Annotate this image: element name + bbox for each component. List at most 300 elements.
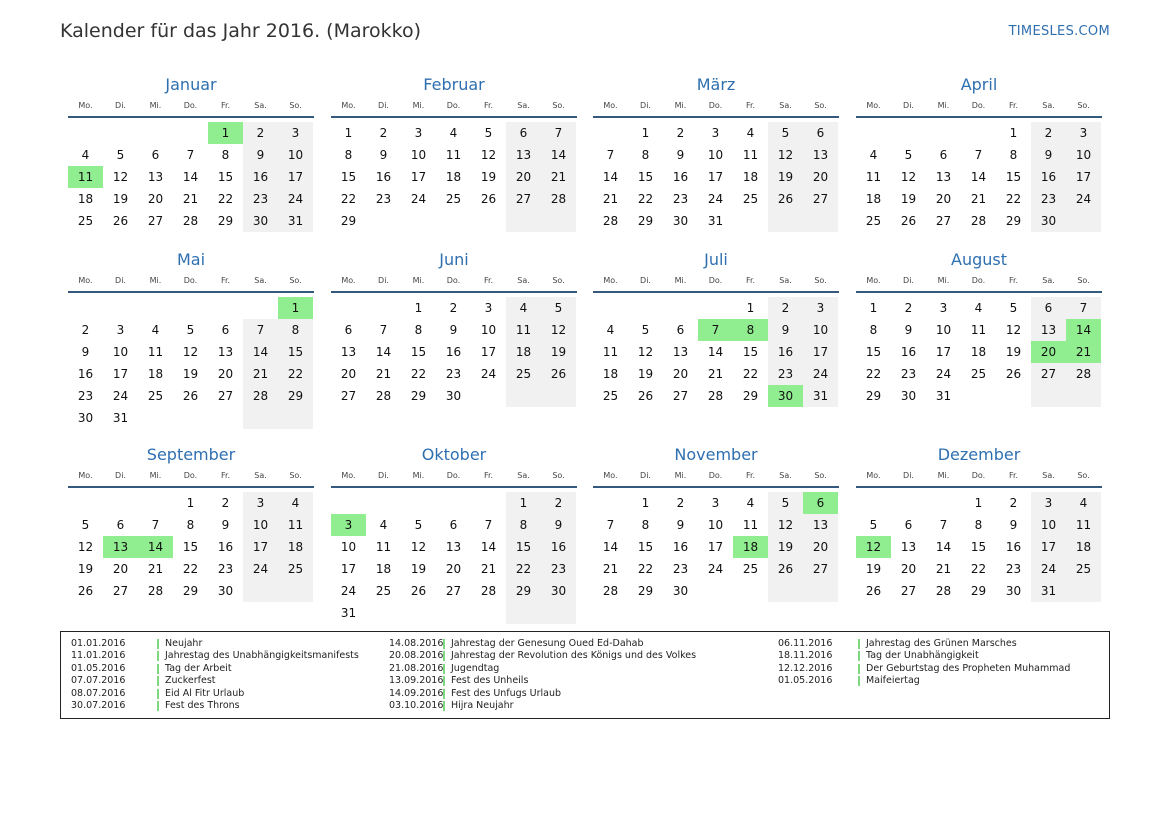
day-grid — [856, 122, 1102, 232]
holiday-day-cell: 30 — [768, 385, 803, 407]
empty-cell — [138, 492, 173, 514]
day-cell: 15 — [637, 170, 654, 184]
day-cell: 2 — [541, 492, 576, 514]
day-cell: 9 — [541, 514, 576, 536]
weekday-label: So. — [814, 101, 827, 110]
day-cell: 27 — [672, 389, 689, 403]
weekday-label: Di. — [378, 471, 389, 480]
empty-cell — [506, 385, 541, 407]
holiday-name: Fest des Throns — [165, 699, 240, 711]
legend-marker — [443, 664, 445, 674]
day-cell: 8 — [186, 518, 195, 532]
day-cell: 12 — [768, 144, 803, 166]
weekday-label: Mi. — [149, 276, 162, 285]
day-cell: 14 — [707, 345, 724, 359]
legend-column — [389, 638, 696, 712]
day-cell: 11 — [375, 540, 392, 554]
day-cell: 21 — [541, 166, 576, 188]
holiday-day-cell: 6 — [803, 492, 838, 514]
day-cell: 30 — [1031, 210, 1066, 232]
empty-cell — [436, 210, 471, 232]
day-cell: 25 — [147, 389, 164, 403]
day-cell: 23 — [672, 192, 689, 206]
day-cell: 22 — [410, 367, 427, 381]
holiday-name: Jahrestag des Unabhängigkeitsmanifests — [165, 650, 359, 662]
holiday-day-cell: 3 — [331, 514, 366, 536]
day-cell: 9 — [449, 323, 458, 337]
day-cell: 4 — [151, 323, 160, 337]
weekday-header — [593, 465, 839, 488]
day-cell: 20 — [217, 367, 234, 381]
holiday-day-cell: 11 — [68, 166, 103, 188]
day-cell: 29 — [637, 214, 654, 228]
holiday-day-cell: 20 — [1031, 341, 1066, 363]
day-cell: 7 — [243, 319, 278, 341]
legend-row — [71, 688, 359, 700]
month-februar — [331, 75, 577, 232]
day-grid — [593, 122, 839, 232]
day-cell: 11 — [742, 148, 759, 162]
empty-cell — [1066, 210, 1101, 232]
day-cell: 24 — [707, 562, 724, 576]
day-cell: 18 — [1066, 536, 1101, 558]
empty-cell — [733, 210, 768, 232]
day-cell: 20 — [506, 166, 541, 188]
day-cell: 26 — [1005, 367, 1022, 381]
day-cell: 13 — [900, 540, 917, 554]
day-cell: 10 — [1031, 514, 1066, 536]
day-cell: 4 — [746, 496, 755, 510]
empty-cell — [366, 297, 401, 319]
weekday-label: Mi. — [412, 101, 425, 110]
day-cell: 3 — [484, 301, 493, 315]
weekday-label: So. — [552, 101, 565, 110]
day-cell: 11 — [970, 323, 987, 337]
weekday-label: Mo. — [341, 276, 356, 285]
day-cell: 22 — [865, 367, 882, 381]
weekday-label: Di. — [640, 471, 651, 480]
day-cell: 1 — [186, 496, 195, 510]
day-cell: 11 — [147, 345, 164, 359]
day-cell: 23 — [541, 558, 576, 580]
legend-marker — [858, 664, 860, 674]
legend-row — [389, 675, 696, 687]
day-cell: 26 — [900, 214, 917, 228]
legend-column — [778, 638, 1070, 688]
day-cell: 24 — [1066, 188, 1101, 210]
day-cell: 16 — [243, 166, 278, 188]
empty-cell — [366, 602, 401, 624]
month-title: Januar — [165, 75, 217, 94]
day-cell: 22 — [637, 192, 654, 206]
day-cell: 18 — [278, 536, 313, 558]
holiday-date: 12.12.2016 — [778, 662, 833, 674]
day-cell: 13 — [506, 144, 541, 166]
weekday-label: Sa. — [254, 471, 267, 480]
day-cell: 19 — [637, 367, 654, 381]
legend-marker — [443, 676, 445, 686]
day-cell: 5 — [641, 323, 650, 337]
empty-cell — [961, 122, 996, 144]
day-cell: 20 — [147, 192, 164, 206]
day-cell: 24 — [803, 363, 838, 385]
weekday-label: Di. — [903, 276, 914, 285]
day-cell: 18 — [742, 170, 759, 184]
day-cell: 15 — [970, 540, 987, 554]
weekday-label: Do. — [446, 471, 461, 480]
holiday-name: Tag der Arbeit — [165, 662, 232, 674]
day-cell: 31 — [112, 411, 129, 425]
weekday-label: So. — [814, 276, 827, 285]
day-cell: 9 — [768, 319, 803, 341]
empty-cell — [541, 602, 576, 624]
day-cell: 29 — [865, 389, 882, 403]
day-cell: 5 — [541, 297, 576, 319]
day-cell: 27 — [340, 389, 357, 403]
day-cell: 10 — [935, 323, 952, 337]
legend-row — [778, 638, 1070, 650]
weekday-label: Do. — [183, 101, 198, 110]
weekday-header — [68, 270, 314, 293]
day-cell: 17 — [707, 170, 724, 184]
day-cell: 18 — [506, 341, 541, 363]
month-title: Mai — [176, 250, 206, 269]
day-cell: 29 — [970, 584, 987, 598]
holiday-name: Fest des Unfugs Urlaub — [451, 687, 562, 699]
day-cell: 27 — [445, 584, 462, 598]
day-cell: 23 — [900, 367, 917, 381]
day-cell: 17 — [243, 536, 278, 558]
day-cell: 11 — [278, 514, 313, 536]
day-cell: 28 — [182, 214, 199, 228]
day-cell: 21 — [480, 562, 497, 576]
day-cell: 3 — [711, 126, 720, 140]
day-cell: 6 — [1031, 297, 1066, 319]
holiday-day-cell: 14 — [1066, 319, 1101, 341]
day-cell: 23 — [243, 188, 278, 210]
weekday-label: Do. — [708, 276, 723, 285]
day-cell: 27 — [112, 584, 129, 598]
weekday-label: Mi. — [412, 276, 425, 285]
day-cell: 15 — [637, 540, 654, 554]
day-cell: 4 — [449, 126, 458, 140]
day-grid — [331, 492, 577, 624]
day-cell: 4 — [1066, 492, 1101, 514]
weekday-label: Mo. — [603, 101, 618, 110]
day-cell: 23 — [672, 562, 689, 576]
weekday-label: Di. — [640, 101, 651, 110]
weekday-label: Fr. — [1008, 471, 1019, 480]
holiday-date: 21.08.2016 — [389, 662, 444, 674]
day-cell: 27 — [506, 188, 541, 210]
day-cell: 19 — [410, 562, 427, 576]
empty-cell — [208, 407, 243, 429]
weekday-label: So. — [552, 276, 565, 285]
day-cell: 29 — [217, 214, 234, 228]
empty-cell — [401, 492, 436, 514]
day-cell: 8 — [414, 323, 423, 337]
day-cell: 21 — [970, 192, 987, 206]
holiday-date: 08.07.2016 — [71, 687, 126, 699]
holiday-name: Eid Al Fitr Urlaub — [165, 687, 245, 699]
day-cell: 9 — [904, 323, 913, 337]
month-title: März — [696, 75, 736, 94]
day-cell: 3 — [278, 122, 313, 144]
day-cell: 5 — [414, 518, 423, 532]
weekday-label: Di. — [115, 276, 126, 285]
day-cell: 17 — [803, 341, 838, 363]
weekday-label: Mi. — [937, 471, 950, 480]
day-cell: 31 — [803, 385, 838, 407]
day-cell: 23 — [1031, 188, 1066, 210]
day-cell: 25 — [865, 214, 882, 228]
day-cell: 25 — [1066, 558, 1101, 580]
day-cell: 12 — [480, 148, 497, 162]
day-cell: 7 — [974, 148, 983, 162]
day-cell: 24 — [935, 367, 952, 381]
day-cell: 30 — [541, 580, 576, 602]
weekday-label: Mo. — [78, 471, 93, 480]
day-cell: 6 — [116, 518, 125, 532]
legend-marker — [157, 689, 159, 699]
day-cell: 28 — [707, 389, 724, 403]
holiday-date: 01.01.2016 — [71, 638, 126, 649]
weekday-label: Di. — [115, 471, 126, 480]
legend-marker — [443, 651, 445, 661]
day-cell: 12 — [77, 540, 94, 554]
legend-row — [71, 638, 359, 650]
day-cell: 5 — [768, 492, 803, 514]
day-cell: 10 — [243, 514, 278, 536]
day-cell: 30 — [77, 411, 94, 425]
day-cell: 5 — [484, 126, 493, 140]
day-cell: 30 — [1005, 584, 1022, 598]
day-cell: 11 — [445, 148, 462, 162]
weekday-label: Do. — [183, 471, 198, 480]
holiday-date: 13.09.2016 — [389, 675, 444, 687]
day-cell: 23 — [445, 367, 462, 381]
day-cell: 30 — [243, 210, 278, 232]
holiday-name: Zuckerfest — [165, 675, 216, 687]
legend-row — [71, 663, 359, 675]
empty-cell — [803, 580, 838, 602]
day-cell: 18 — [147, 367, 164, 381]
empty-cell — [208, 297, 243, 319]
holiday-date: 30.07.2016 — [71, 699, 126, 711]
weekday-label: Di. — [378, 276, 389, 285]
legend-marker — [157, 701, 159, 711]
weekday-label: Di. — [903, 101, 914, 110]
day-cell: 9 — [221, 518, 230, 532]
day-cell: 16 — [375, 170, 392, 184]
day-cell: 14 — [541, 144, 576, 166]
empty-cell — [138, 122, 173, 144]
day-cell: 16 — [445, 345, 462, 359]
day-cell: 6 — [506, 122, 541, 144]
day-cell: 21 — [602, 192, 619, 206]
legend-row — [71, 650, 359, 662]
day-cell: 3 — [939, 301, 948, 315]
month-oktober — [331, 445, 577, 624]
day-cell: 6 — [221, 323, 230, 337]
day-cell: 26 — [480, 192, 497, 206]
empty-cell — [471, 602, 506, 624]
empty-cell — [173, 407, 208, 429]
day-cell: 22 — [182, 562, 199, 576]
day-cell: 7 — [186, 148, 195, 162]
day-cell: 10 — [340, 540, 357, 554]
day-cell: 7 — [541, 122, 576, 144]
day-cell: 2 — [1009, 496, 1018, 510]
day-cell: 20 — [803, 166, 838, 188]
holiday-date: 06.11.2016 — [778, 638, 833, 649]
day-cell: 27 — [803, 558, 838, 580]
holiday-day-cell: 1 — [208, 122, 243, 144]
day-cell: 6 — [449, 518, 458, 532]
day-cell: 19 — [768, 166, 803, 188]
day-cell: 2 — [676, 496, 685, 510]
day-cell: 16 — [541, 536, 576, 558]
weekday-label: Sa. — [254, 101, 267, 110]
holiday-name: Jugendtag — [451, 662, 500, 674]
empty-cell — [471, 210, 506, 232]
day-cell: 22 — [970, 562, 987, 576]
weekday-label: Sa. — [517, 101, 530, 110]
day-cell: 29 — [182, 584, 199, 598]
day-cell: 26 — [541, 363, 576, 385]
day-cell: 21 — [375, 367, 392, 381]
day-cell: 21 — [243, 363, 278, 385]
holiday-date: 14.08.2016 — [389, 638, 444, 649]
day-cell: 19 — [480, 170, 497, 184]
day-cell: 21 — [602, 562, 619, 576]
month-title: November — [674, 445, 758, 464]
day-cell: 26 — [865, 584, 882, 598]
empty-cell — [173, 297, 208, 319]
day-cell: 14 — [935, 540, 952, 554]
day-cell: 5 — [869, 518, 878, 532]
day-cell: 18 — [375, 562, 392, 576]
day-cell: 8 — [641, 518, 650, 532]
day-cell: 8 — [506, 514, 541, 536]
day-cell: 17 — [278, 166, 313, 188]
day-cell: 18 — [445, 170, 462, 184]
weekday-label: Fr. — [745, 276, 756, 285]
day-cell: 5 — [904, 148, 913, 162]
day-cell: 10 — [410, 148, 427, 162]
weekday-label: Sa. — [254, 276, 267, 285]
day-cell: 12 — [541, 319, 576, 341]
day-cell: 26 — [112, 214, 129, 228]
weekday-label: Fr. — [483, 276, 494, 285]
day-cell: 4 — [606, 323, 615, 337]
weekday-label: So. — [814, 471, 827, 480]
day-cell: 11 — [602, 345, 619, 359]
day-cell: 8 — [1009, 148, 1018, 162]
day-cell: 19 — [112, 192, 129, 206]
empty-cell — [68, 492, 103, 514]
weekday-label: Sa. — [779, 101, 792, 110]
day-cell: 21 — [935, 562, 952, 576]
day-cell: 6 — [344, 323, 353, 337]
day-cell: 13 — [803, 144, 838, 166]
holiday-name: Jahrestag des Grünen Marsches — [866, 638, 1017, 649]
day-cell: 19 — [865, 562, 882, 576]
legend-marker — [443, 639, 445, 649]
day-cell: 24 — [480, 367, 497, 381]
holiday-name: Hijra Neujahr — [451, 699, 514, 711]
empty-cell — [768, 580, 803, 602]
legend-marker — [858, 651, 860, 661]
day-cell: 10 — [278, 144, 313, 166]
weekday-label: Sa. — [1042, 101, 1055, 110]
month-title: April — [960, 75, 998, 94]
legend-marker — [443, 689, 445, 699]
day-grid — [68, 492, 314, 602]
weekday-header — [331, 465, 577, 488]
weekday-label: Fr. — [745, 101, 756, 110]
day-cell: 1 — [974, 496, 983, 510]
day-cell: 25 — [77, 214, 94, 228]
holiday-date: 01.05.2016 — [778, 675, 833, 687]
day-cell: 2 — [676, 126, 685, 140]
day-cell: 9 — [379, 148, 388, 162]
day-cell: 19 — [768, 536, 803, 558]
brand-link[interactable]: TIMESLES.COM — [1008, 24, 1110, 39]
weekday-label: Do. — [446, 276, 461, 285]
weekday-label: Do. — [971, 101, 986, 110]
weekday-label: Do. — [708, 101, 723, 110]
day-cell: 25 — [278, 558, 313, 580]
day-cell: 5 — [768, 122, 803, 144]
day-cell: 27 — [147, 214, 164, 228]
day-cell: 29 — [742, 389, 759, 403]
day-cell: 28 — [602, 584, 619, 598]
empty-cell — [698, 580, 733, 602]
day-cell: 16 — [672, 170, 689, 184]
day-cell: 7 — [151, 518, 160, 532]
day-cell: 12 — [182, 345, 199, 359]
day-cell: 31 — [278, 210, 313, 232]
day-cell: 29 — [637, 584, 654, 598]
day-cell: 4 — [81, 148, 90, 162]
day-cell: 10 — [707, 148, 724, 162]
month-dezember — [856, 445, 1102, 602]
weekday-label: Mo. — [866, 471, 881, 480]
day-cell: 30 — [445, 389, 462, 403]
legend-column — [71, 638, 359, 712]
empty-cell — [103, 492, 138, 514]
day-cell: 18 — [970, 345, 987, 359]
day-cell: 23 — [375, 192, 392, 206]
month-title: Juli — [704, 250, 728, 269]
day-cell: 1 — [869, 301, 878, 315]
day-cell: 30 — [672, 584, 689, 598]
day-cell: 17 — [480, 345, 497, 359]
day-cell: 27 — [935, 214, 952, 228]
day-cell: 25 — [445, 192, 462, 206]
day-cell: 20 — [445, 562, 462, 576]
day-cell: 1 — [344, 126, 353, 140]
day-cell: 10 — [1066, 144, 1101, 166]
day-cell: 20 — [803, 536, 838, 558]
weekday-label: Do. — [708, 471, 723, 480]
day-cell: 3 — [414, 126, 423, 140]
day-cell: 8 — [974, 518, 983, 532]
day-cell: 14 — [602, 540, 619, 554]
month-title: September — [146, 445, 236, 464]
day-cell: 6 — [151, 148, 160, 162]
